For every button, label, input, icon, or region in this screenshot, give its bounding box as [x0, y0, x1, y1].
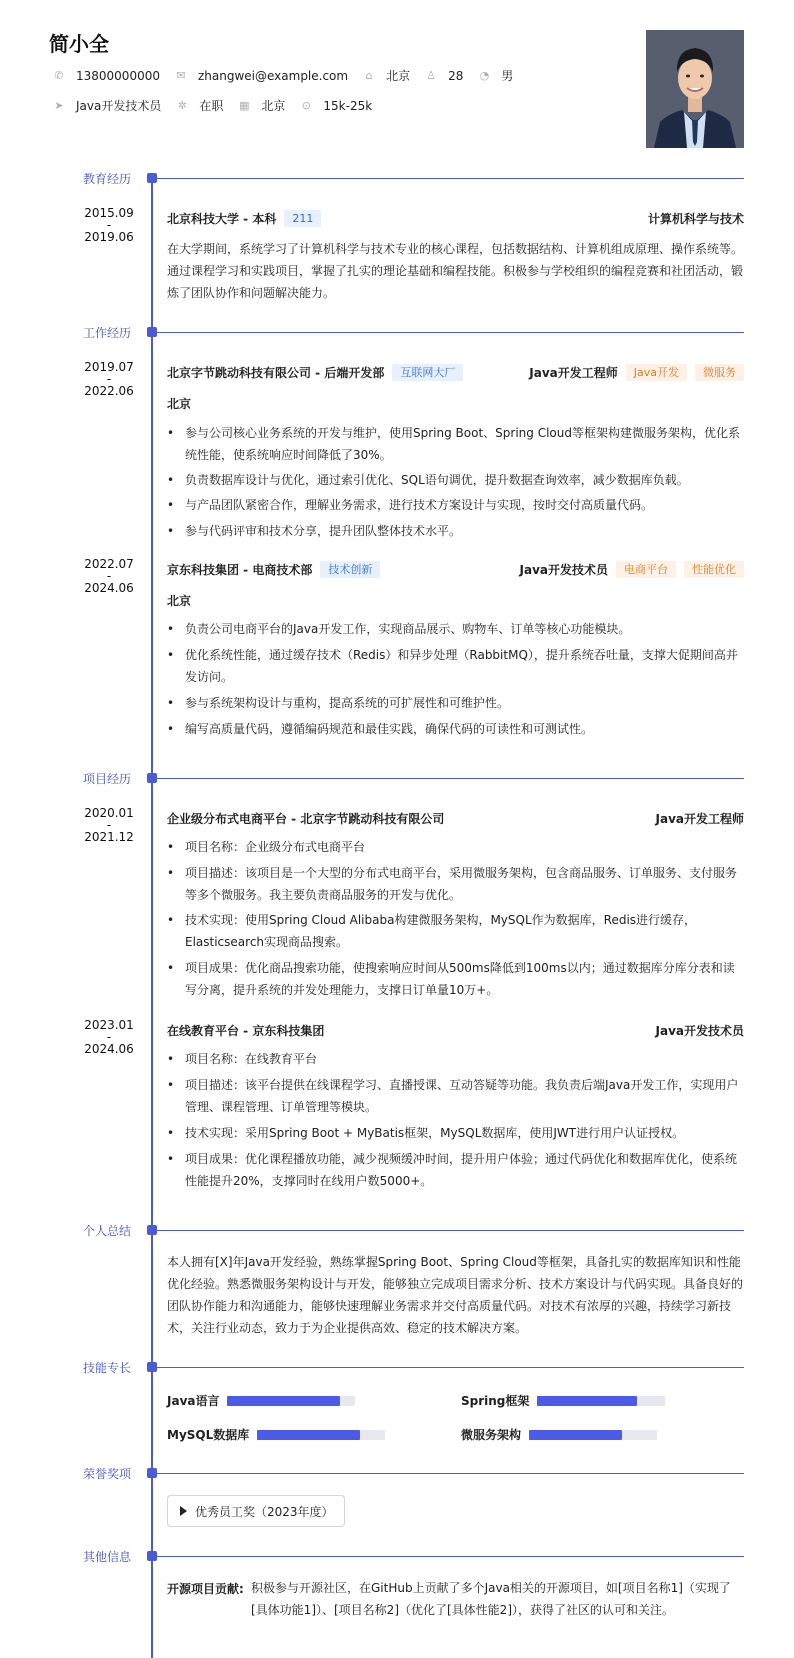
- work-location: 北京: [167, 594, 192, 608]
- job-text: Java开发技术员: [76, 99, 162, 113]
- work-bullet: • 参与系统架构设计与重构，提高系统的可扩展性和可维护性。: [167, 692, 744, 714]
- project-bullet: • 项目描述：该平台提供在线课程学习、直播授课、互动答疑等功能。我负责后端Java开发工作，实现用户管理、课程管理、订单管理等模块。: [167, 1074, 744, 1118]
- section-marker: [147, 173, 157, 183]
- salary-item: [299, 99, 372, 113]
- work-location: 北京: [167, 397, 192, 411]
- skill-item: [167, 1392, 355, 1409]
- project-title: 企业级分布式电商平台 - 北京字节跳动科技有限公司: [167, 812, 445, 826]
- salary-text: 15k-25k: [323, 98, 373, 113]
- skill-bar-fill: [537, 1396, 637, 1406]
- date-sep: -: [106, 1030, 112, 1044]
- project-role: Java开发技术员: [655, 1024, 744, 1038]
- section-divider: [157, 178, 744, 179]
- skill-bar: [537, 1396, 665, 1406]
- section-marker: [147, 1468, 157, 1478]
- school-name: 北京科技大学 - 本科: [167, 212, 277, 226]
- date-start: 2020.01: [84, 806, 134, 820]
- target-city-item: [237, 97, 285, 114]
- date-start: 2019.07: [84, 360, 134, 374]
- role-tag: 性能优化: [684, 561, 744, 578]
- section-divider: [157, 1230, 744, 1231]
- company-tag: 技术创新: [320, 561, 380, 578]
- email-item: [174, 69, 348, 83]
- resume-name: 简小全: [49, 32, 109, 56]
- project-title: 在线教育平台 - 京东科技集团: [167, 1024, 325, 1038]
- role-name: Java开发工程师: [529, 366, 618, 380]
- project-head: [167, 810, 744, 827]
- skill-bar-fill: [257, 1430, 359, 1440]
- company-name: 北京字节跳动科技有限公司 - 后端开发部: [167, 366, 385, 380]
- date-end: 2024.06: [84, 581, 134, 595]
- age-text: 28: [448, 68, 464, 83]
- other-label: 开源项目贡献:: [167, 1582, 244, 1596]
- project-date: [68, 1016, 150, 1058]
- summary-text: 本人拥有[X]年Java开发经验，熟练掌握Spring Boot、Spring Cloud等框架，具备扎实的数据库知识和性能优化经验。熟悉微服务架构设计与开发，能够独立完成项目需求分析、技术方案设计与代码实现。具备良好的团队协作能力和沟通能力，能够快速理解业务需求并交付高质量代码。对技术有浓厚的兴趣，持续学习新技术，关注行业动态，致力于为企业提供高效、稳定的技术解决方案。: [167, 1255, 744, 1335]
- coin-icon: ⊙: [301, 98, 311, 112]
- award-label: 优秀员工奖（2023年度）: [195, 1504, 334, 1519]
- skill-name: Spring框架: [461, 1394, 530, 1408]
- contact-row: [52, 67, 527, 84]
- skill-bar: [227, 1396, 355, 1406]
- section-divider: [157, 778, 744, 779]
- date-end: 2019.06: [84, 230, 134, 244]
- date-end: 2021.12: [84, 830, 134, 844]
- skill-bar: [529, 1430, 657, 1440]
- email-text: zhangwei@example.com: [197, 68, 349, 83]
- work-bullet: • 优化系统性能，通过缓存技术（Redis）和异步处理（RabbitMQ），提升系统吞吐量，支撑大促期间高并发访问。: [167, 644, 744, 688]
- date-end: 2022.06: [84, 384, 134, 398]
- education-description: 在大学期间，系统学习了计算机科学与技术专业的核心课程，包括数据结构、计算机组成原理、操作系统等。通过课程学习和实践项目，掌握了扎实的理论基础和编程技能。积极参与学校组织的编程竞赛和社团活动，锻炼了团队协作和问题解决能力。: [167, 242, 744, 300]
- phone-icon: ✆: [54, 68, 64, 82]
- section-title-education: 教育经历: [83, 172, 132, 186]
- portrait-image: [646, 30, 744, 148]
- work-bullet: • 编写高质量代码，遵循编码规范和最佳实践，确保代码的可读性和可测试性。: [167, 718, 744, 740]
- project-bullet: • 技术实现：使用Spring Cloud Alibaba构建微服务架构，MySQL作为数据库，Redis进行缓存，Elasticsearch实现商品搜索。: [167, 909, 744, 953]
- skill-bar-fill: [227, 1396, 340, 1406]
- role-tag: 微服务: [695, 364, 744, 381]
- building-icon: ▦: [239, 98, 250, 112]
- section-marker: [147, 1362, 157, 1372]
- skill-name: Java语言: [167, 1394, 220, 1408]
- project-role: Java开发工程师: [655, 812, 744, 826]
- mail-icon: ✉: [176, 68, 186, 82]
- project-bullet: • 项目名称：企业级分布式电商平台: [167, 836, 744, 858]
- phone-item: [52, 69, 160, 83]
- job-item: [52, 97, 161, 114]
- date-start: 2023.01: [84, 1018, 134, 1032]
- job-row: [52, 97, 386, 114]
- company-tag: 互联网大厂: [392, 364, 463, 381]
- skill-item: [461, 1426, 657, 1443]
- play-icon: [180, 1506, 187, 1516]
- section-divider: [157, 1556, 744, 1557]
- gear-icon: ✲: [177, 98, 187, 112]
- work-head: [167, 561, 744, 578]
- section-marker: [147, 327, 157, 337]
- school-tag: 211: [284, 210, 321, 227]
- work-bullet: • 参与代码评审和技术分享，提升团队整体技术水平。: [167, 520, 744, 542]
- skill-name: 微服务架构: [461, 1428, 522, 1442]
- date-start: 2015.09: [84, 206, 134, 220]
- target-city-text: 北京: [261, 99, 286, 113]
- section-divider: [157, 1473, 744, 1474]
- phone-text: 13800000000: [76, 68, 160, 83]
- send-icon: ➤: [54, 98, 64, 112]
- work-bullet: • 负责数据库设计与优化，通过索引优化、SQL语句调优，提升数据查询效率，减少数据库负载。: [167, 469, 744, 491]
- skill-bar-fill: [529, 1430, 622, 1440]
- section-divider: [157, 332, 744, 333]
- section-title-other: 其他信息: [83, 1550, 132, 1564]
- gender-icon: ◔: [479, 68, 490, 82]
- project-bullet: • 项目描述：该项目是一个大型的分布式电商平台，采用微服务架构，包含商品服务、订单服务、支付服务等多个微服务。我主要负责商品服务的开发与优化。: [167, 862, 744, 906]
- work-bullet: • 与产品团队紧密合作，理解业务需求，进行技术方案设计与实现，按时交付高质量代码。: [167, 494, 744, 516]
- section-marker: [147, 1225, 157, 1235]
- gender-text: 男: [501, 69, 514, 83]
- skill-bar: [257, 1430, 385, 1440]
- gender-item: [477, 67, 513, 84]
- age-icon: ♙: [426, 68, 437, 82]
- section-marker: [147, 773, 157, 783]
- date-sep: -: [106, 569, 112, 583]
- date-sep: -: [106, 818, 112, 832]
- project-bullet: • 项目名称：在线教育平台: [167, 1048, 744, 1070]
- section-title-awards: 荣誉奖项: [83, 1467, 132, 1481]
- city-text: 北京: [386, 69, 411, 83]
- education-head: [167, 210, 744, 227]
- major-name: 计算机科学与技术: [647, 212, 744, 226]
- work-date: [68, 555, 150, 597]
- role-tag: Java开发: [626, 364, 687, 381]
- company-name: 京东科技集团 - 电商技术部: [167, 563, 313, 577]
- project-bullet: • 项目成果：优化课程播放功能，减少视频缓冲时间，提升用户体验；通过代码优化和数据库优化，使系统性能提升20%，支撑同时在线用户数5000+。: [167, 1148, 744, 1192]
- date-sep: -: [106, 372, 112, 386]
- status-text: 在职: [199, 99, 224, 113]
- age-item: [424, 69, 463, 83]
- work-bullet: • 参与公司核心业务系统的开发与维护，使用Spring Boot、Spring Cloud等框架构建微服务架构，优化系统性能，使系统响应时间降低了30%。: [167, 422, 744, 466]
- timeline-line: [151, 178, 153, 1658]
- project-bullet: • 技术实现：采用Spring Boot + MyBatis框架，MySQL数据库，使用JWT进行用户认证授权。: [167, 1122, 744, 1144]
- work-head: [167, 364, 744, 381]
- work-bullet: • 负责公司电商平台的Java开发工作，实现商品展示、购物车、订单等核心功能模块。: [167, 618, 744, 640]
- section-title-work: 工作经历: [83, 326, 132, 340]
- work-date: [68, 358, 150, 400]
- project-bullet: • 项目成果：优化商品搜索功能，使搜索响应时间从500ms降低到100ms以内；通过数据库分库分表和读写分离，提升系统的并发处理能力，支撑日订单量10万+。: [167, 957, 744, 1001]
- skill-name: MySQL数据库: [167, 1428, 250, 1442]
- skill-item: [167, 1426, 385, 1443]
- section-title-project: 项目经历: [83, 772, 132, 786]
- education-date: [68, 204, 150, 246]
- section-title-skills: 技能专长: [83, 1361, 132, 1375]
- status-item: [175, 97, 223, 114]
- section-divider: [157, 1367, 744, 1368]
- date-sep: -: [106, 218, 112, 232]
- skill-item: [461, 1392, 665, 1409]
- section-marker: [147, 1551, 157, 1561]
- award-item[interactable]: [167, 1495, 345, 1527]
- date-end: 2024.06: [84, 1042, 134, 1056]
- role-tag: 电商平台: [616, 561, 676, 578]
- date-start: 2022.07: [84, 557, 134, 571]
- project-date: [68, 804, 150, 846]
- other-text: 积极参与开源社区，在GitHub上贡献了多个Java相关的开源项目，如[项目名称1]（实现了[具体功能1]）、[项目名称2]（优化了[具体性能2]），获得了社区的认可和关注。: [251, 1581, 731, 1617]
- role-name: Java开发技术员: [519, 563, 608, 577]
- section-title-summary: 个人总结: [83, 1224, 132, 1238]
- home-icon: ⌂: [365, 68, 373, 82]
- project-head: [167, 1022, 744, 1039]
- profile-photo: [646, 30, 744, 148]
- city-item: [362, 67, 410, 84]
